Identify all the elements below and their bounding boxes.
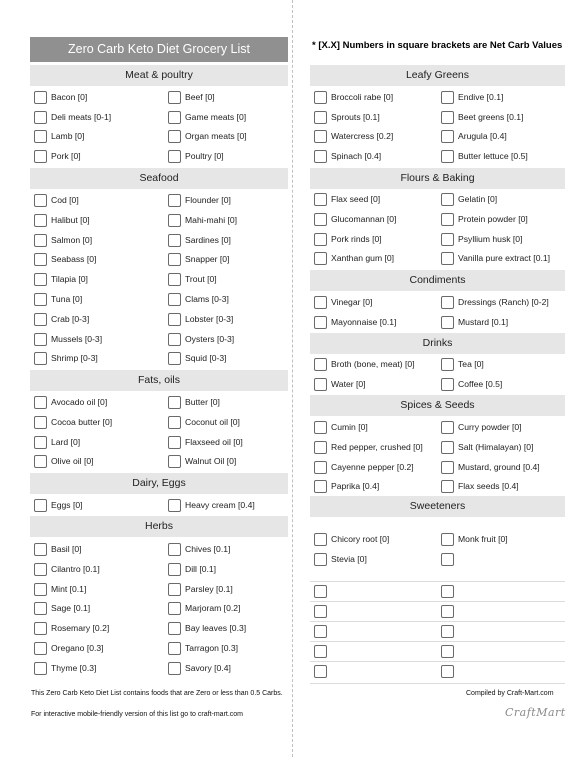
checkbox[interactable] xyxy=(314,585,327,598)
checkbox[interactable] xyxy=(314,296,327,309)
item-label: Crab [0-3] xyxy=(51,313,90,324)
section-header-seafood: Seafood xyxy=(30,168,288,189)
item-label: Seabass [0] xyxy=(51,254,97,265)
item-label: Trout [0] xyxy=(185,274,217,285)
checkbox[interactable] xyxy=(441,316,454,329)
checkbox[interactable] xyxy=(168,91,181,104)
checkbox[interactable] xyxy=(34,313,47,326)
item-label: Water [0] xyxy=(331,378,366,389)
item-label: Dressings (Ranch) [0-2] xyxy=(458,297,549,307)
checkbox[interactable] xyxy=(441,213,454,226)
checkbox[interactable] xyxy=(314,316,327,329)
item-label: Broccoli rabe [0] xyxy=(331,92,394,102)
checkbox[interactable] xyxy=(34,333,47,346)
item-label: Basil [0] xyxy=(51,544,82,554)
checkbox[interactable] xyxy=(34,563,47,576)
checkbox[interactable] xyxy=(168,563,181,576)
checkbox[interactable] xyxy=(168,662,181,675)
item-label: Broth (bone, meat) [0] xyxy=(331,359,415,369)
checkbox[interactable] xyxy=(34,602,47,615)
item-label: Beef [0] xyxy=(185,92,215,102)
footer-link-note: For interactive mobile-friendly version of this list go to craft-mart.com xyxy=(31,711,244,718)
item-label: Tilapia [0] xyxy=(51,274,88,285)
checkbox[interactable] xyxy=(441,91,454,104)
checkbox[interactable] xyxy=(441,605,454,618)
checkbox[interactable] xyxy=(168,130,181,143)
checkbox[interactable] xyxy=(441,111,454,124)
section-header-spices-seeds: Spices & Seeds xyxy=(310,395,565,416)
item-label: Lard [0] xyxy=(51,436,81,447)
item-label: Salmon [0] xyxy=(51,234,93,245)
item-label: Red pepper, crushed [0] xyxy=(331,441,423,452)
item-label: Parsley [0.1] xyxy=(185,583,233,594)
item-label: Tarragon [0.3] xyxy=(185,643,239,653)
item-label: Flax seed [0] xyxy=(331,194,381,204)
item-label: Marjoram [0.2] xyxy=(185,603,241,614)
checkbox[interactable] xyxy=(168,253,181,266)
checkbox[interactable] xyxy=(168,293,181,306)
checkbox[interactable] xyxy=(168,583,181,596)
checkbox[interactable] xyxy=(314,645,327,658)
craftmart-logo: CraftMart xyxy=(505,706,566,719)
checkbox[interactable] xyxy=(441,585,454,598)
checkbox[interactable] xyxy=(314,91,327,104)
checkbox[interactable] xyxy=(441,441,454,454)
checkbox[interactable] xyxy=(168,455,181,468)
item-label: Flounder [0] xyxy=(185,195,231,205)
checkbox[interactable] xyxy=(314,111,327,124)
checkbox[interactable] xyxy=(34,130,47,143)
item-label: Coffee [0.5] xyxy=(458,378,503,389)
item-label: Mint [0.1] xyxy=(51,583,87,594)
section-header-flours-baking: Flours & Baking xyxy=(310,168,565,189)
checkbox[interactable] xyxy=(314,150,327,163)
item-label: Olive oil [0] xyxy=(51,456,94,467)
checkbox[interactable] xyxy=(314,252,327,265)
section-header-condiments: Condiments xyxy=(310,270,565,291)
checkbox[interactable] xyxy=(314,193,327,206)
net-carb-note: * [X.X] Numbers in square brackets are Net Carb Values xyxy=(312,40,563,51)
blank-row-rule xyxy=(310,601,565,602)
checkbox[interactable] xyxy=(441,378,454,391)
footer-note: This Zero Carb Keto Diet List contains foods that are Zero or less than 0.5 Carbs. xyxy=(31,690,283,697)
checkbox[interactable] xyxy=(441,296,454,309)
item-label: Bacon [0] xyxy=(51,92,88,102)
item-label: Chicory root [0] xyxy=(331,534,390,544)
checkbox[interactable] xyxy=(168,436,181,449)
checkbox[interactable] xyxy=(314,625,327,638)
checkbox[interactable] xyxy=(168,396,181,409)
section-header-meat-poultry: Meat & poultry xyxy=(30,65,288,86)
item-label: Rosemary [0.2] xyxy=(51,623,110,634)
item-label: Chives [0.1] xyxy=(185,544,231,554)
checkbox[interactable] xyxy=(314,605,327,618)
item-label: Cilantro [0.1] xyxy=(51,563,100,574)
checkbox[interactable] xyxy=(314,213,327,226)
section-header-sweeteners: Sweeteners xyxy=(310,496,565,517)
checkbox[interactable] xyxy=(34,622,47,635)
item-label: Cumin [0] xyxy=(331,422,368,432)
page-divider xyxy=(292,0,293,757)
checkbox[interactable] xyxy=(168,416,181,429)
list-title: Zero Carb Keto Diet Grocery List xyxy=(30,37,288,62)
item-label: Paprika [0.4] xyxy=(331,481,380,492)
checkbox[interactable] xyxy=(34,662,47,675)
item-label: Watercress [0.2] xyxy=(331,131,394,141)
item-label: Lobster [0-3] xyxy=(185,313,234,324)
item-label: Bay leaves [0.3] xyxy=(185,623,247,634)
item-label: Oysters [0-3] xyxy=(185,333,235,344)
item-label: Coconut oil [0] xyxy=(185,416,240,427)
checkbox[interactable] xyxy=(441,150,454,163)
checkbox[interactable] xyxy=(34,352,47,365)
checkbox[interactable] xyxy=(441,480,454,493)
checkbox[interactable] xyxy=(441,533,454,546)
checkbox[interactable] xyxy=(34,194,47,207)
checkbox[interactable] xyxy=(34,150,47,163)
compiled-by: Compiled by Craft-Mart.com xyxy=(466,690,554,697)
checkbox[interactable] xyxy=(168,111,181,124)
item-label: Deli meats [0-1] xyxy=(51,111,112,122)
item-label: Dill [0.1] xyxy=(185,563,217,574)
item-label: Salt (Himalayan) [0] xyxy=(458,441,534,452)
checkbox[interactable] xyxy=(314,358,327,371)
item-label: Mayonnaise [0.1] xyxy=(331,316,397,327)
item-label: Game meats [0] xyxy=(185,111,247,122)
item-label: Stevia [0] xyxy=(331,553,367,564)
checkbox[interactable] xyxy=(441,645,454,658)
checkbox[interactable] xyxy=(441,665,454,678)
checkbox[interactable] xyxy=(34,396,47,409)
item-label: Spinach [0.4] xyxy=(331,150,382,161)
item-label: Xanthan gum [0] xyxy=(331,253,395,264)
item-label: Sage [0.1] xyxy=(51,603,91,614)
item-label: Snapper [0] xyxy=(185,254,230,265)
item-label: Vinegar [0] xyxy=(331,297,373,307)
checkbox[interactable] xyxy=(441,130,454,143)
checkbox[interactable] xyxy=(34,273,47,286)
checkbox[interactable] xyxy=(168,352,181,365)
checkbox[interactable] xyxy=(34,499,47,512)
section-header-herbs: Herbs xyxy=(30,516,288,537)
blank-row-rule xyxy=(310,581,565,582)
item-label: Clams [0-3] xyxy=(185,294,229,304)
item-label: Eggs [0] xyxy=(51,500,83,510)
item-label: Mustard [0.1] xyxy=(458,316,509,327)
checkbox[interactable] xyxy=(314,461,327,474)
blank-row-rule xyxy=(310,683,565,684)
section-header-dairy-eggs: Dairy, Eggs xyxy=(30,473,288,494)
checkbox[interactable] xyxy=(441,193,454,206)
item-label: Sprouts [0.1] xyxy=(331,111,380,122)
section-header-fats-oils: Fats, oils xyxy=(30,370,288,391)
item-label: Flaxseed oil [0] xyxy=(185,436,243,447)
checkbox[interactable] xyxy=(34,234,47,247)
item-label: Psyllium husk [0] xyxy=(458,233,523,244)
checkbox[interactable] xyxy=(168,214,181,227)
checkbox[interactable] xyxy=(441,252,454,265)
checkbox[interactable] xyxy=(314,480,327,493)
item-label: Gelatin [0] xyxy=(458,194,498,204)
checkbox[interactable] xyxy=(34,293,47,306)
checkbox[interactable] xyxy=(168,499,181,512)
checkbox[interactable] xyxy=(168,602,181,615)
checkbox[interactable] xyxy=(168,194,181,207)
checkbox[interactable] xyxy=(34,436,47,449)
checkbox[interactable] xyxy=(168,273,181,286)
item-label: Flax seeds [0.4] xyxy=(458,481,519,492)
item-label: Shrimp [0-3] xyxy=(51,353,98,364)
blank-row-rule xyxy=(310,641,565,642)
checkbox[interactable] xyxy=(314,553,327,566)
blank-row-rule xyxy=(310,621,565,622)
item-label: Squid [0-3] xyxy=(185,353,227,364)
item-label: Organ meats [0] xyxy=(185,131,247,141)
checkbox[interactable] xyxy=(168,150,181,163)
item-label: Cayenne pepper [0.2] xyxy=(331,461,414,472)
checkbox[interactable] xyxy=(34,642,47,655)
checkbox[interactable] xyxy=(314,533,327,546)
item-label: Tea [0] xyxy=(458,359,484,369)
item-label: Pork rinds [0] xyxy=(331,233,382,244)
checkbox[interactable] xyxy=(34,583,47,596)
checkbox[interactable] xyxy=(314,233,327,246)
checkbox[interactable] xyxy=(441,358,454,371)
item-label: Glucomannan [0] xyxy=(331,213,397,224)
item-label: Pork [0] xyxy=(51,150,81,161)
checkbox[interactable] xyxy=(441,461,454,474)
item-label: Oregano [0.3] xyxy=(51,643,104,653)
checkbox[interactable] xyxy=(441,625,454,638)
checkbox[interactable] xyxy=(314,130,327,143)
checkbox[interactable] xyxy=(34,416,47,429)
checkbox[interactable] xyxy=(314,441,327,454)
item-label: Butter [0] xyxy=(185,397,220,407)
item-label: Cod [0] xyxy=(51,195,79,205)
blank-row-rule xyxy=(310,661,565,662)
checkbox[interactable] xyxy=(34,543,47,556)
checkbox[interactable] xyxy=(441,233,454,246)
checkbox[interactable] xyxy=(314,421,327,434)
checkbox[interactable] xyxy=(441,553,454,566)
item-label: Heavy cream [0.4] xyxy=(185,500,255,510)
checkbox[interactable] xyxy=(314,378,327,391)
section-header-leafy-greens: Leafy Greens xyxy=(310,65,565,86)
checkbox[interactable] xyxy=(34,111,47,124)
checkbox[interactable] xyxy=(168,543,181,556)
checkbox[interactable] xyxy=(34,253,47,266)
item-label: Curry powder [0] xyxy=(458,422,522,432)
checkbox[interactable] xyxy=(168,234,181,247)
item-label: Arugula [0.4] xyxy=(458,131,507,141)
item-label: Poultry [0] xyxy=(185,150,224,161)
item-label: Avocado oil [0] xyxy=(51,397,108,407)
item-label: Beet greens [0.1] xyxy=(458,111,524,122)
checkbox[interactable] xyxy=(168,333,181,346)
section-header-drinks: Drinks xyxy=(310,333,565,354)
checkbox[interactable] xyxy=(34,91,47,104)
checkbox[interactable] xyxy=(168,313,181,326)
item-label: Mustard, ground [0.4] xyxy=(458,461,540,472)
checkbox[interactable] xyxy=(314,665,327,678)
item-label: Sardines [0] xyxy=(185,234,231,245)
item-label: Monk fruit [0] xyxy=(458,534,508,544)
item-label: Protein powder [0] xyxy=(458,213,528,224)
item-label: Mussels [0-3] xyxy=(51,333,103,344)
checkbox[interactable] xyxy=(168,642,181,655)
item-label: Walnut Oil [0] xyxy=(185,456,237,467)
checkbox[interactable] xyxy=(441,421,454,434)
item-label: Mahi-mahi [0] xyxy=(185,214,238,225)
item-label: Lamb [0] xyxy=(51,131,85,141)
item-label: Butter lettuce [0.5] xyxy=(458,150,528,161)
checkbox[interactable] xyxy=(34,455,47,468)
item-label: Cocoa butter [0] xyxy=(51,416,113,427)
item-label: Endive [0.1] xyxy=(458,92,504,102)
checkbox[interactable] xyxy=(34,214,47,227)
checkbox[interactable] xyxy=(168,622,181,635)
item-label: Vanilla pure extract [0.1] xyxy=(458,253,551,264)
item-label: Tuna [0] xyxy=(51,294,83,304)
item-label: Savory [0.4] xyxy=(185,662,231,673)
item-label: Halibut [0] xyxy=(51,214,90,225)
item-label: Thyme [0.3] xyxy=(51,662,97,673)
